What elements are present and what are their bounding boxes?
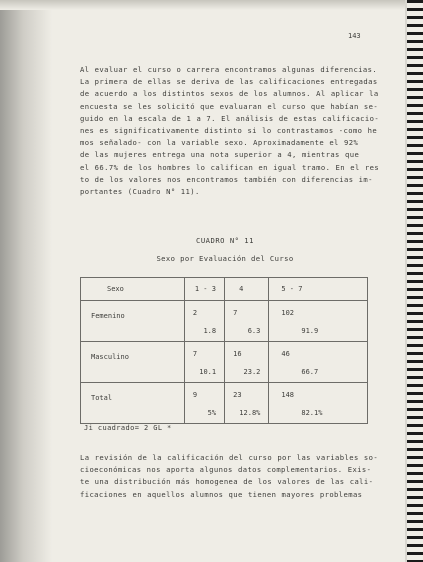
table-cell: 102 91.9 [269, 301, 368, 342]
text-line: de las mujeres entrega una nota superior a 4, mientras que [80, 150, 360, 160]
table-cell: 148 82.1% [269, 383, 368, 424]
text-line: La revisión de la calificación del curso por las variables so- [80, 453, 379, 462]
table-row [81, 342, 368, 383]
text-line: cioeconómicas nos aporta algunos datos complementarios. Exis- [80, 465, 372, 475]
binding-shadow [0, 0, 52, 562]
chi-square-note: Ji cuadrado= 2 GL * [84, 424, 172, 432]
text-line: Al evaluar el curso o carrera encontramos algunas diferencias. [80, 65, 378, 74]
text-line: ficaciones en aquellos alumnos que tienen mayores problemas [80, 489, 363, 499]
table-row [81, 383, 368, 424]
table-cell: 16 23.2 [225, 342, 269, 383]
table-cell: 2 1.8 [184, 301, 224, 342]
table-cell: 23 12.8% [225, 383, 269, 424]
table-title: CUADRO N° 11 [196, 236, 254, 245]
text-line: portantes (Cuadro N° 11). [80, 187, 200, 197]
table-row [81, 301, 368, 342]
text-line: guido en la escala de 1 a 7. El análisis de estas calificacio- [80, 113, 380, 123]
header-cell: 4 [225, 278, 269, 301]
text-line: mos señalado- con la variable sexo. Aproximadamente el 92% [80, 138, 359, 148]
row-label: Masculino [81, 342, 185, 383]
spiral-binding [407, 0, 423, 562]
paragraph-1 [80, 64, 380, 198]
data-table [80, 277, 368, 424]
page-number: 143 [348, 32, 361, 40]
row-label: Femenino [81, 301, 185, 342]
text-line: te una distribución más homogenea de los valores de las cali- [80, 477, 374, 487]
row-label: Total [81, 383, 185, 424]
text-line: nes es significativamente distinto si lo contrastamos -como he [80, 126, 378, 136]
paragraph-2 [80, 452, 379, 501]
text-line: encuesta se les solicitó que evaluaran el curso que habían se- [80, 101, 379, 111]
header-cell: Sexo [81, 278, 185, 301]
table-cell: 9 5% [184, 383, 224, 424]
header-cell: 5 - 7 [269, 278, 368, 301]
table-cell: 7 6.3 [225, 301, 269, 342]
table-subtitle: Sexo por Evaluación del Curso [156, 254, 294, 263]
text-line: el 66.7% de los hombres lo califican en igual tramo. En el res [80, 162, 380, 172]
text-line: La primera de ellas se deriva de las calificaciones entregadas [80, 77, 378, 87]
text-line: de acuerdo a los distintos sexos de los alumnos. Al aplicar la [80, 89, 379, 99]
table-cell: 7 10.1 [184, 342, 224, 383]
header-cell: 1 - 3 [184, 278, 224, 301]
table-cell: 46 66.7 [269, 342, 368, 383]
top-shadow [0, 0, 423, 10]
table-header-row [81, 278, 368, 301]
text-line: to de los valores nos encontramos también con diferencias im- [80, 174, 373, 184]
